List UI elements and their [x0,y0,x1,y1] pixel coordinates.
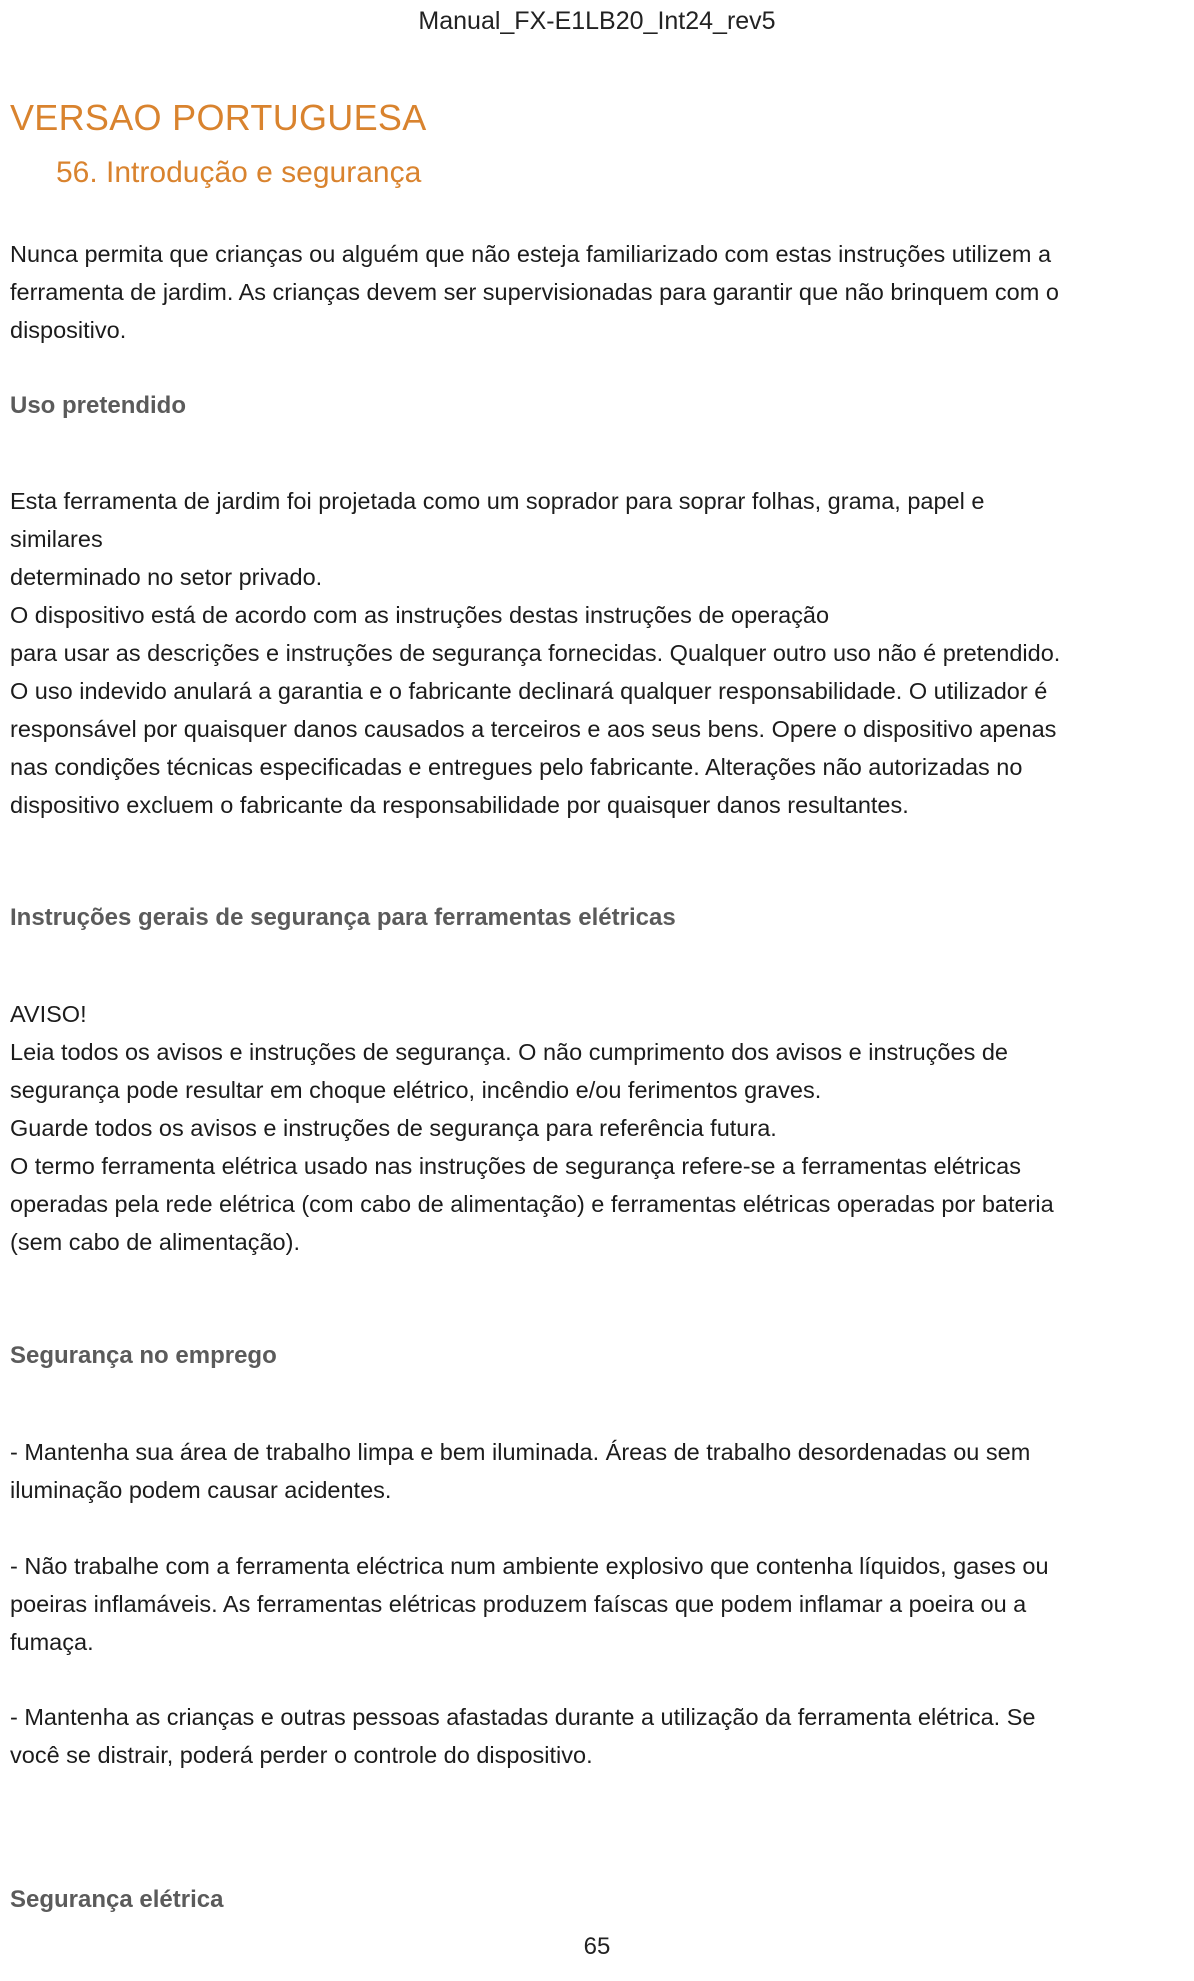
intended-use-paragraph [10,482,1186,824]
text-line: nas condições técnicas especificadas e entregues pelo fabricante. Alterações não autorizadas no [10,754,1023,780]
text-line: dispositivo. [10,317,127,343]
text-line: O dispositivo está de acordo com as instruções destas instruções de operação [10,602,830,628]
text-line: dispositivo excluem o fabricante da responsabilidade por quaisquer danos resultantes. [10,792,909,818]
text-line: Leia todos os avisos e instruções de segurança. O não cumprimento dos avisos e instruções de [10,1039,1008,1065]
text-line: - Mantenha as crianças e outras pessoas afastadas durante a utilização da ferramenta elétrica. Se [10,1704,1036,1730]
text-line: similares [10,526,103,552]
version-title: VERSAO PORTUGUESA [10,97,427,138]
page-header: Manual_FX-E1LB20_Int24_rev5 [418,7,776,35]
intro-paragraph [10,235,1186,349]
text-line: poeiras inflamáveis. As ferramentas elétricas produzem faíscas que podem inflamar a poeira ou a [10,1591,1027,1617]
text-line: Nunca permita que crianças ou alguém que não esteja familiarizado com estas instruções utilizem a [10,241,1052,267]
workplace-item-2 [10,1547,1186,1661]
text-line: operadas pela rede elétrica (com cabo de alimentação) e ferramentas elétricas operadas por bateria [10,1191,1054,1217]
workplace-item-3 [10,1698,1186,1774]
workplace-item-1 [10,1433,1186,1509]
general-safety-paragraph [10,995,1186,1261]
text-line: ferramenta de jardim. As crianças devem ser supervisionadas para garantir que não brinquem com o [10,279,1059,305]
text-line: (sem cabo de alimentação). [10,1229,300,1255]
text-line: determinado no setor privado. [10,564,323,590]
text-line: Guarde todos os avisos e instruções de segurança para referência futura. [10,1115,777,1141]
text-line: segurança pode resultar em choque elétrico, incêndio e/ou ferimentos graves. [10,1077,822,1103]
workplace-safety-heading: Segurança no emprego [10,1342,277,1369]
text-line: O termo ferramenta elétrica usado nas instruções de segurança refere-se a ferramentas elétricas [10,1153,1021,1179]
text-line: responsável por quaisquer danos causados a terceiros e aos seus bens. Opere o dispositivo apenas [10,716,1057,742]
page-number: 65 [583,1933,611,1960]
text-line: fumaça. [10,1629,94,1655]
warning-label: AVISO! [10,1001,87,1027]
text-line: para usar as descrições e instruções de segurança fornecidas. Qualquer outro uso não é pretendido. [10,640,1061,666]
section-title: 56. Introdução e segurança [56,156,422,189]
electrical-safety-heading: Segurança elétrica [10,1886,224,1913]
text-line: você se distrair, poderá perder o controle do dispositivo. [10,1742,593,1768]
text-line: - Mantenha sua área de trabalho limpa e bem iluminada. Áreas de trabalho desordenadas ou sem [10,1439,1031,1465]
intended-use-heading: Uso pretendido [10,392,187,419]
text-line: iluminação podem causar acidentes. [10,1477,392,1503]
text-line: O uso indevido anulará a garantia e o fabricante declinará qualquer responsabilidade. O utilizador é [10,678,1048,704]
text-line: - Não trabalhe com a ferramenta eléctrica num ambiente explosivo que contenha líquidos, gases ou [10,1553,1049,1579]
general-safety-heading: Instruções gerais de segurança para ferramentas elétricas [10,904,676,931]
text-line: Esta ferramenta de jardim foi projetada como um soprador para soprar folhas, grama, papel e [10,488,985,514]
